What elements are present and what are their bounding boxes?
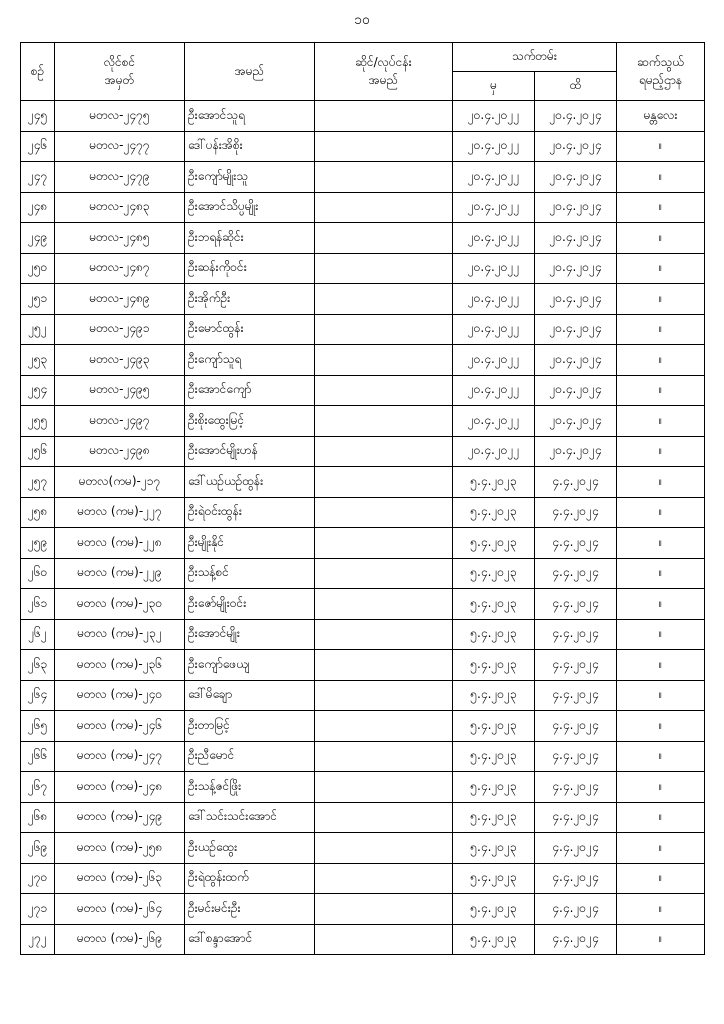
firm-name [315,528,453,559]
person-name: ဒေါ်စန္ဒာအောင် [185,924,315,955]
table-row [21,497,705,528]
contact-office: ။ [617,833,705,864]
valid-to: ၂၀.၄.၂၀၂၄ [535,101,617,132]
firm-name [315,497,453,528]
firm-name [315,467,453,498]
valid-to: ၄.၄.၂၀၂၄ [535,528,617,559]
firm-name [315,619,453,650]
license-number: မတလ-၂၄၈၇ [55,253,185,284]
valid-to: ၄.၄.၂၀၂၄ [535,680,617,711]
firm-name [315,101,453,132]
valid-to: ၄.၄.၂၀၂၄ [535,650,617,681]
person-name: ဦးရဲဝင်းထွန်း [185,497,315,528]
contact-office: ။ [617,741,705,772]
license-number: မတလ (ကမ)-၂၆၉ [55,924,185,955]
valid-to: ၄.၄.၂၀၂၄ [535,772,617,803]
table-row [21,345,705,376]
valid-to: ၄.၄.၂၀၂၄ [535,833,617,864]
contact-office: ။ [617,192,705,223]
valid-from: ၂၀.၄.၂၀၂၂ [453,406,535,437]
contact-office: မန္တလေး [617,101,705,132]
row-number: ၂၇၂ [21,924,55,955]
row-number: ၂၄၉ [21,223,55,254]
row-number: ၂၅၁ [21,284,55,315]
row-number: ၂၆၄ [21,680,55,711]
person-name: ဦးကျော်သူရ [185,345,315,376]
valid-to: ၂၀.၄.၂၀၂၄ [535,284,617,315]
table-row [21,101,705,132]
valid-from: ၅.၄.၂၀၂၃ [453,619,535,650]
row-number: ၂၇၁ [21,894,55,925]
person-name: ဦးအောင်မျိုး [185,619,315,650]
contact-office: ။ [617,711,705,742]
person-name: ဦးကျော်မျိုးသူ [185,162,315,193]
valid-from: ၅.၄.၂၀၂၃ [453,772,535,803]
license-number: မတလ-၂၄၈၅ [55,223,185,254]
row-number: ၂၅၉ [21,528,55,559]
valid-from: ၅.၄.၂၀၂၃ [453,497,535,528]
contact-office: ။ [617,131,705,162]
contact-office: ။ [617,162,705,193]
license-register-table [20,42,705,955]
valid-to: ၂၀.၄.၂၀၂၄ [535,314,617,345]
firm-name [315,375,453,406]
table-row [21,314,705,345]
firm-name [315,650,453,681]
page-number: ၁၀ [354,12,370,28]
valid-from: ၂၀.၄.၂၀၂၂ [453,284,535,315]
person-name: ဒေါ်မိချော [185,680,315,711]
table-row [21,680,705,711]
header-validity: သက်တမ်း [453,43,617,72]
valid-from: ၂၀.၄.၂၀၂၂ [453,131,535,162]
row-number: ၂၄၇ [21,162,55,193]
firm-name [315,711,453,742]
license-number: မတလ-၂၄၇၇ [55,131,185,162]
valid-from: ၂၀.၄.၂၀၂၂ [453,162,535,193]
valid-to: ၄.၄.၂၀၂၄ [535,558,617,589]
valid-to: ၂၀.၄.၂၀၂၄ [535,345,617,376]
valid-from: ၂၀.၄.၂၀၂၂ [453,253,535,284]
license-number: မတလ (ကမ)-၂၆၃ [55,863,185,894]
firm-name [315,253,453,284]
contact-office: ။ [617,406,705,437]
row-number: ၂၆၃ [21,650,55,681]
license-number: မတလ (ကမ)-၂၅၈ [55,833,185,864]
table-row [21,558,705,589]
contact-office: ။ [617,223,705,254]
valid-to: ၂၀.၄.၂၀၂၄ [535,131,617,162]
table-row [21,711,705,742]
row-number: ၂၆၈ [21,802,55,833]
person-name: ဦးမျိုးနိုင် [185,528,315,559]
row-number: ၂၆၀ [21,558,55,589]
firm-name [315,131,453,162]
contact-office: ။ [617,375,705,406]
license-number: မတလ (ကမ)-၂၃၀ [55,589,185,620]
person-name: ဦးသန့်စင် [185,558,315,589]
table-row [21,619,705,650]
valid-to: ၂၀.၄.၂၀၂၄ [535,162,617,193]
table-row [21,802,705,833]
person-name: ဦးအောင်သူရ [185,101,315,132]
person-name: ဦးစိုးထွေးမြင့် [185,406,315,437]
valid-to: ၄.၄.၂၀၂၄ [535,589,617,620]
row-number: ၂၅၅ [21,406,55,437]
table-row [21,589,705,620]
header-license: လိုင်စင် အမှတ် [55,43,185,101]
firm-name [315,223,453,254]
license-number: မတလ (ကမ)-၂၂၉ [55,558,185,589]
table-row [21,406,705,437]
firm-name [315,680,453,711]
firm-name [315,741,453,772]
person-name: ဦးဇော်မျိုးဝင်း [185,589,315,620]
table-row [21,833,705,864]
contact-office: ။ [617,345,705,376]
contact-office: ။ [617,284,705,315]
person-name: ဒေါ်ယဉ်ယဉ်ထွန်း [185,467,315,498]
license-number: မတလ(ကမ)-၂၁၇ [55,467,185,498]
header-firm: ဆိုင်/လုပ်ငန်း အမည် [315,43,453,101]
table-row [21,467,705,498]
valid-to: ၂၀.၄.၂၀၂၄ [535,253,617,284]
person-name: ဒေါ်ပန်းအိစိုး [185,131,315,162]
valid-to: ၄.၄.၂၀၂၄ [535,467,617,498]
contact-office: ။ [617,924,705,955]
valid-from: ၅.၄.၂၀၂၃ [453,924,535,955]
valid-to: ၂၀.၄.၂၀၂၄ [535,375,617,406]
license-number: မတလ-၂၄၈၃ [55,192,185,223]
table-row [21,528,705,559]
valid-from: ၅.၄.၂၀၂၃ [453,711,535,742]
firm-name [315,345,453,376]
row-number: ၂၆၉ [21,833,55,864]
firm-name [315,162,453,193]
row-number: ၂၆၆ [21,741,55,772]
valid-to: ၄.၄.၂၀၂၄ [535,863,617,894]
valid-to: ၄.၄.၂၀၂၄ [535,619,617,650]
firm-name [315,558,453,589]
firm-name [315,314,453,345]
table-row [21,192,705,223]
header-from: မှ [453,72,535,101]
person-name: ဦးဘရန်ဆိုင်း [185,223,315,254]
license-number: မတလ-၂၄၉၁ [55,314,185,345]
valid-to: ၄.၄.၂၀၂၄ [535,894,617,925]
valid-to: ၂၀.၄.၂၀၂၄ [535,436,617,467]
table-row [21,131,705,162]
table-row [21,284,705,315]
valid-from: ၅.၄.၂၀၂၃ [453,894,535,925]
table-row [21,650,705,681]
row-number: ၂၅၂ [21,314,55,345]
valid-from: ၅.၄.၂၀၂၃ [453,558,535,589]
person-name: ဦးသန့်ဇင်ဖြိုး [185,772,315,803]
license-number: မတလ-၂၄၉၅ [55,375,185,406]
valid-to: ၄.၄.၂၀၂၄ [535,711,617,742]
table-row [21,375,705,406]
contact-office: ။ [617,680,705,711]
row-number: ၂၆၂ [21,619,55,650]
license-number: မတလ-၂၄၉၃ [55,345,185,376]
table-row [21,741,705,772]
license-number: မတလ (ကမ)-၂၃၂ [55,619,185,650]
valid-from: ၂၀.၄.၂၀၂၂ [453,436,535,467]
contact-office: ။ [617,802,705,833]
person-name: ဦးအောင်ကျော် [185,375,315,406]
valid-from: ၂၀.၄.၂၀၂၂ [453,223,535,254]
table-row [21,863,705,894]
header-to: ထိ [535,72,617,101]
person-name: ဦးအိုက်ဦး [185,284,315,315]
valid-from: ၅.၄.၂၀၂၃ [453,589,535,620]
valid-from: ၂၀.၄.၂၀၂၂ [453,101,535,132]
table-row [21,894,705,925]
table-row [21,223,705,254]
table-row [21,162,705,193]
person-name: ဦးညီမောင် [185,741,315,772]
valid-to: ၂၀.၄.၂၀၂၄ [535,223,617,254]
row-number: ၂၅၇ [21,467,55,498]
valid-from: ၂၀.၄.၂၀၂၂ [453,192,535,223]
contact-office: ။ [617,863,705,894]
contact-office: ။ [617,467,705,498]
row-number: ၂၆၇ [21,772,55,803]
person-name: ဦးကျော်ဖေယျ [185,650,315,681]
contact-office: ။ [617,253,705,284]
firm-name [315,802,453,833]
valid-from: ၂၀.၄.၂၀၂၂ [453,314,535,345]
license-number: မတလ (ကမ)-၂၂၈ [55,528,185,559]
person-name: ဦးဆန်းကိုဝင်း [185,253,315,284]
license-number: မတလ (ကမ)-၂၆၄ [55,894,185,925]
contact-office: ။ [617,619,705,650]
row-number: ၂၄၅ [21,101,55,132]
valid-to: ၂၀.၄.၂၀၂၄ [535,192,617,223]
table-row [21,436,705,467]
valid-to: ၄.၄.၂၀၂၄ [535,802,617,833]
firm-name [315,406,453,437]
valid-to: ၂၀.၄.၂၀၂၄ [535,406,617,437]
license-number: မတလ-၂၄၉၈ [55,436,185,467]
license-number: မတလ (ကမ)-၂၄၉ [55,802,185,833]
valid-from: ၅.၄.၂၀၂၃ [453,467,535,498]
header-row [21,43,705,72]
firm-name [315,924,453,955]
license-number: မတလ (ကမ)-၂၄၀ [55,680,185,711]
row-number: ၂၄၈ [21,192,55,223]
person-name: ဦးတာမြင့် [185,711,315,742]
row-number: ၂၅၀ [21,253,55,284]
person-name: ဦးအောင်မျိုးဟန် [185,436,315,467]
valid-from: ၅.၄.၂၀၂၃ [453,680,535,711]
valid-to: ၄.၄.၂၀၂၄ [535,497,617,528]
firm-name [315,284,453,315]
table-row [21,772,705,803]
valid-from: ၅.၄.၂၀၂၃ [453,833,535,864]
row-number: ၂၄၆ [21,131,55,162]
table-row [21,924,705,955]
license-number: မတလ (ကမ)-၂၄၆ [55,711,185,742]
header-name: အမည် [185,43,315,101]
license-number: မတလ-၂၄၇၅ [55,101,185,132]
license-number: မတလ (ကမ)-၂၂၇ [55,497,185,528]
contact-office: ။ [617,772,705,803]
firm-name [315,436,453,467]
firm-name [315,894,453,925]
row-number: ၂၅၄ [21,375,55,406]
valid-from: ၂၀.၄.၂၀၂၂ [453,375,535,406]
header-office: ဆက်သွယ် ရမည့်ဌာန [617,43,705,101]
valid-from: ၅.၄.၂၀၂၃ [453,650,535,681]
contact-office: ။ [617,314,705,345]
contact-office: ။ [617,558,705,589]
row-number: ၂၅၆ [21,436,55,467]
license-number: မတလ (ကမ)-၂၄၈ [55,772,185,803]
person-name: ဒေါ်သင်းသင်းအောင် [185,802,315,833]
contact-office: ။ [617,650,705,681]
person-name: ဦးယဉ်ထွေး [185,833,315,864]
valid-to: ၄.၄.၂၀၂၄ [535,924,617,955]
license-number: မတလ (ကမ)-၂၃၆ [55,650,185,681]
header-no: စဉ် [21,43,55,101]
license-number: မတလ (ကမ)-၂၄၇ [55,741,185,772]
person-name: ဦးရဲထွန်းထက် [185,863,315,894]
firm-name [315,833,453,864]
row-number: ၂၆၅ [21,711,55,742]
person-name: ဦးမောင်ထွန်း [185,314,315,345]
contact-office: ။ [617,589,705,620]
firm-name [315,589,453,620]
row-number: ၂၅၈ [21,497,55,528]
firm-name [315,192,453,223]
license-number: မတလ-၂၄၇၉ [55,162,185,193]
valid-from: ၂၀.၄.၂၀၂၂ [453,345,535,376]
valid-to: ၄.၄.၂၀၂၄ [535,741,617,772]
firm-name [315,863,453,894]
valid-from: ၅.၄.၂၀၂၃ [453,741,535,772]
valid-from: ၅.၄.၂၀၂၃ [453,528,535,559]
table-body [21,101,705,955]
person-name: ဦးမင်းမင်းဦး [185,894,315,925]
contact-office: ။ [617,894,705,925]
valid-from: ၅.၄.၂၀၂၃ [453,863,535,894]
license-number: မတလ-၂၄၈၉ [55,284,185,315]
valid-from: ၅.၄.၂၀၂၃ [453,802,535,833]
contact-office: ။ [617,528,705,559]
firm-name [315,772,453,803]
row-number: ၂၇၀ [21,863,55,894]
contact-office: ။ [617,436,705,467]
row-number: ၂၆၁ [21,589,55,620]
contact-office: ။ [617,497,705,528]
row-number: ၂၅၃ [21,345,55,376]
table-row [21,253,705,284]
license-number: မတလ-၂၄၉၇ [55,406,185,437]
person-name: ဦးအောင်သိပ္ပမျိုး [185,192,315,223]
